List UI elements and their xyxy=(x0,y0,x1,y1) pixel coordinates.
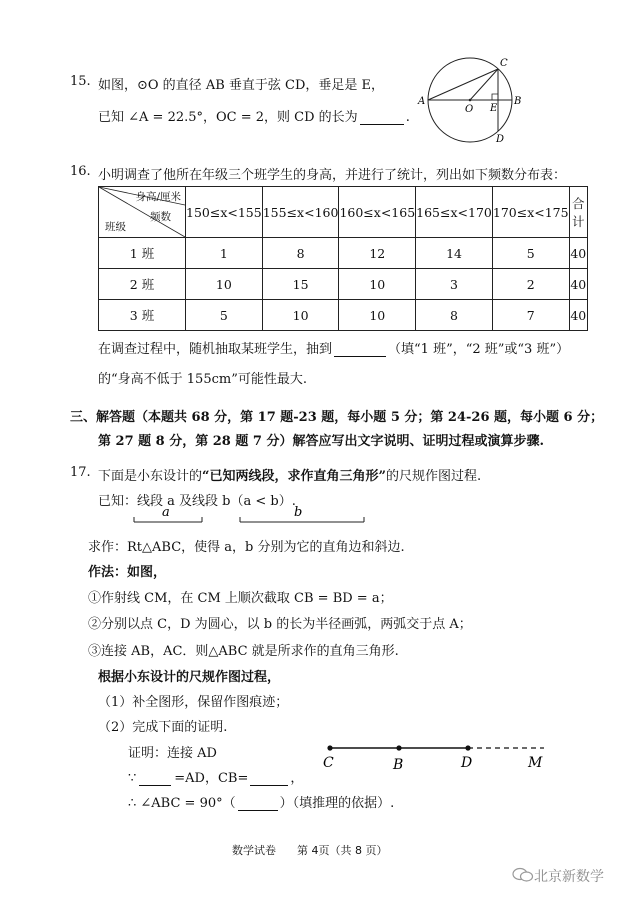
section3-heading-line2: 第 27 题 8 分，第 28 题 7 分）解答应写出文字说明、证明过程或演算步骤. xyxy=(98,434,545,449)
table-cell: 7 xyxy=(492,300,569,331)
q17-proof-label: 证明：连接 AD xyxy=(128,746,217,761)
segment-b-label: b xyxy=(294,505,303,520)
q17-given: 已知：线段 a 及线段 b（a < b）. xyxy=(98,494,296,509)
q16-fill-hint: （填“1 班”，“2 班”或“3 班”） xyxy=(388,342,570,357)
label-B: B xyxy=(514,96,522,107)
q17-number: 17. xyxy=(70,465,91,480)
q17-task2: （2）完成下面的证明. xyxy=(98,720,228,735)
footer-page: 第 4页（共 8 页） xyxy=(297,844,388,857)
footer-subject: 数学试卷 xyxy=(232,844,276,857)
q15-line2 xyxy=(98,106,410,125)
q17-method-label: 作法：如图， xyxy=(88,565,167,580)
section3-heading-line1: 三、解答题（本题共 68 分，第 17 题-23 题，每小题 5 分；第 24-26 题，每小题 6 分； xyxy=(70,410,604,425)
row-label: 1 班 xyxy=(99,238,186,269)
q16-after-text: 在调查过程中，随机抽取某班学生，抽到 xyxy=(98,342,333,357)
wechat-icon xyxy=(512,867,534,887)
q15-line2-text: 已知 ∠A = 22.5°，OC = 2，则 CD 的长为 xyxy=(98,110,358,125)
therefore-text: ∴ ∠ABC = 90°（ xyxy=(128,796,236,811)
table-cell: 40 xyxy=(569,300,587,331)
segments-figure xyxy=(128,504,378,526)
table-cell: 12 xyxy=(339,238,416,269)
table-cell: 10 xyxy=(339,300,416,331)
ray-label-C: C xyxy=(323,755,334,771)
q15-answer-blank[interactable] xyxy=(360,110,404,125)
label-C: C xyxy=(500,58,508,69)
ray-figure xyxy=(318,736,552,774)
table-cell: 10 xyxy=(339,269,416,300)
table-cell: 10 xyxy=(262,300,339,331)
table-cell: 5 xyxy=(492,238,569,269)
q17-find: 求作：Rt△ABC，使得 a，b 分别为它的直角边和斜边. xyxy=(88,540,405,555)
proof-blank-1[interactable] xyxy=(139,771,171,786)
q16-after-line2: 的“身高不低于 155cm”可能性最大. xyxy=(98,372,307,387)
diagonal-header-cell xyxy=(99,187,186,238)
q17-step1: ①作射线 CM，在 CM 上顺次截取 CB = BD = a； xyxy=(88,591,393,606)
watermark-text: 北京新数学 xyxy=(534,869,604,885)
q16-number: 16. xyxy=(70,164,91,179)
q17-task1: （1）补全图形，保留作图痕迹； xyxy=(98,695,289,710)
proof-reason-blank[interactable] xyxy=(238,796,278,811)
row-label: 3 班 xyxy=(99,300,186,331)
q15-line2-end: . xyxy=(405,110,410,125)
because-text: =AD，CB= xyxy=(174,771,249,786)
q15-circle-figure xyxy=(410,52,530,152)
label-D: D xyxy=(496,134,505,145)
ray-label-D: D xyxy=(461,755,473,771)
table-cell: 15 xyxy=(262,269,339,300)
table-cell: 2 xyxy=(492,269,569,300)
q17-step3: ③连接 AB，AC．则△ABC 就是所求作的直角三角形. xyxy=(88,644,399,659)
table-row xyxy=(99,269,588,300)
q15-line1: 如图，⊙O 的直径 AB 垂直于弦 CD，垂足是 E， xyxy=(98,78,385,93)
column-header: 170≤x<175 xyxy=(492,187,569,238)
q17-therefore-line xyxy=(128,792,394,811)
therefore-end: ）（填推理的依据）. xyxy=(279,796,395,811)
q17-title-c: 的尺规作图过程. xyxy=(385,469,482,484)
label-O: O xyxy=(465,104,474,115)
table-header-row xyxy=(99,187,588,238)
table-cell: 1 xyxy=(186,238,263,269)
watermark xyxy=(512,866,604,887)
diag-label-class: 班级 xyxy=(105,221,126,233)
q16-after-line1 xyxy=(98,338,569,357)
column-header: 合计 xyxy=(569,187,587,238)
q17-title-a: 下面是小东设计的 xyxy=(98,469,203,484)
ray-label-M: M xyxy=(528,755,543,771)
segment-a-label: a xyxy=(162,505,170,520)
table-cell: 8 xyxy=(416,300,493,331)
row-label: 2 班 xyxy=(99,269,186,300)
column-header: 160≤x<165 xyxy=(339,187,416,238)
because-end: ， xyxy=(290,771,304,786)
table-row xyxy=(99,300,588,331)
label-A: A xyxy=(418,96,426,107)
column-header: 155≤x<160 xyxy=(262,187,339,238)
table-cell: 8 xyxy=(262,238,339,269)
table-cell: 3 xyxy=(416,269,493,300)
column-header: 150≤x<155 xyxy=(186,187,263,238)
column-header: 165≤x<170 xyxy=(416,187,493,238)
q16-intro: 小明调查了他所在年级三个班学生的身高，并进行了统计，列出如下频数分布表： xyxy=(98,168,567,183)
label-E: E xyxy=(490,103,498,114)
table-cell: 14 xyxy=(416,238,493,269)
diag-label-frequency: 频数 xyxy=(150,211,171,223)
footer xyxy=(232,842,388,858)
table-cell: 5 xyxy=(186,300,263,331)
frequency-table xyxy=(98,186,588,331)
diag-label-height: 身高/厘米 xyxy=(135,191,181,203)
ray-label-B: B xyxy=(393,757,404,773)
q17-because-line xyxy=(128,767,303,786)
q17-step2: ②分别以点 C，D 为圆心，以 b 的长为半径画弧，两弧交于点 A； xyxy=(88,617,472,632)
q16-answer-blank[interactable] xyxy=(334,342,386,357)
table-cell: 40 xyxy=(569,238,587,269)
table-row xyxy=(99,238,588,269)
proof-blank-2[interactable] xyxy=(250,771,288,786)
q15-number: 15. xyxy=(70,74,91,89)
because-symbol: ∵ xyxy=(128,771,137,786)
table-cell: 40 xyxy=(569,269,587,300)
q17-title xyxy=(98,465,481,484)
q17-title-b: “已知两线段，求作直角三角形” xyxy=(202,469,386,484)
q17-based-on: 根据小东设计的尺规作图过程， xyxy=(98,670,281,685)
table-cell: 10 xyxy=(186,269,263,300)
